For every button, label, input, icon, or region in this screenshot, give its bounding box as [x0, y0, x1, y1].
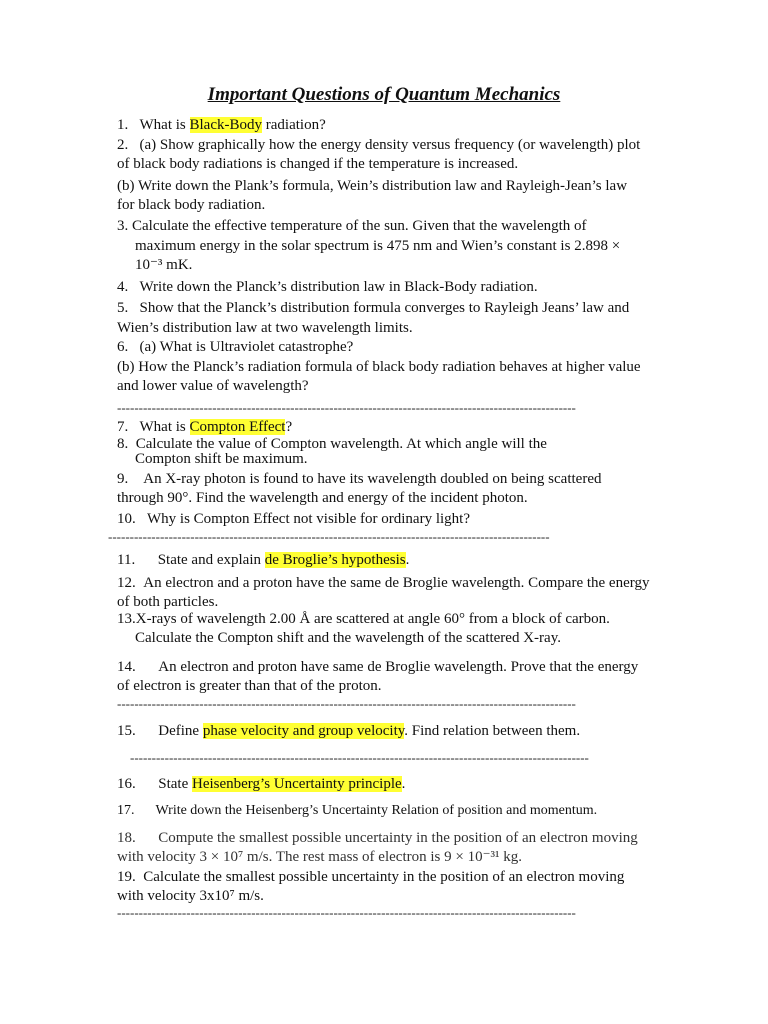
question-17: 17. Write down the Heisenberg’s Uncertainty Relation of position and momentum.	[117, 803, 598, 818]
question-text: . Find relation between them.	[404, 723, 581, 739]
question-11	[117, 551, 409, 569]
highlight-heisenberg: Heisenberg’s Uncertainty principle	[192, 776, 402, 792]
question-3-line-2: maximum energy in the solar spectrum is 475 nm and Wien’s constant is 2.898 ×	[135, 238, 621, 254]
question-8-line-2: Compton shift be maximum.	[135, 451, 308, 467]
question-4: 4. Write down the Planck’s distribution law in Black-Body radiation.	[117, 279, 538, 295]
page-title: Important Questions of Quantum Mechanics	[207, 84, 561, 105]
question-1	[117, 116, 326, 134]
question-19-line-2: with velocity 3x10⁷ m/s.	[117, 888, 264, 904]
question-6a: 6. (a) What is Ultraviolet catastrophe?	[117, 339, 354, 355]
question-text: .	[401, 776, 406, 792]
separator: ----------------------------------------------------------------------------------------------------------	[117, 696, 576, 711]
question-18-line-1: 18. Compute the smallest possible uncertainty in the position of an electron moving	[117, 830, 638, 846]
highlight-de-broglie: de Broglie’s hypothesis	[264, 552, 406, 568]
question-text: .	[405, 552, 410, 568]
question-3-line-1: 3. Calculate the effective temperature of the sun. Given that the wavelength of	[117, 218, 587, 234]
question-text: radiation?	[262, 117, 326, 133]
question-3-line-3: 10⁻³ mK.	[135, 257, 193, 273]
question-19-line-1: 19. Calculate the smallest possible uncertainty in the position of an electron moving	[117, 869, 625, 885]
question-5-line-2: Wien’s distribution law at two wavelength limits.	[117, 320, 413, 336]
question-text: 1. What is	[117, 117, 190, 133]
question-9-line-1: 9. An X-ray photon is found to have its wavelength doubled on being scattered	[117, 471, 602, 487]
question-7	[117, 418, 292, 436]
question-text: 15. Define	[117, 723, 203, 739]
highlight-compton-effect: Compton Effect	[189, 419, 286, 435]
question-5-line-1: 5. Show that the Planck’s distribution formula converges to Rayleigh Jeans’ law and	[117, 300, 630, 316]
question-12-line-1: 12. An electron and a proton have the same de Broglie wavelength. Compare the energy	[117, 575, 650, 591]
question-18-line-2: with velocity 3 × 10⁷ m/s. The rest mass of electron is 9 × 10⁻³¹ kg.	[117, 849, 522, 865]
question-13-line-2: Calculate the Compton shift and the wavelength of the scattered X-ray.	[135, 630, 561, 646]
question-10: 10. Why is Compton Effect not visible for ordinary light?	[117, 511, 470, 527]
separator: ----------------------------------------------------------------------------------------------------------	[117, 400, 576, 415]
separator: ----------------------------------------------------------------------------------------------------------	[117, 905, 576, 920]
question-2b-line-2: for black body radiation.	[117, 197, 266, 213]
question-14-line-2: of electron is greater than that of the proton.	[117, 678, 382, 694]
question-2b-line-1: (b) Write down the Plank’s formula, Wein’s distribution law and Rayleigh-Jean’s law	[117, 178, 628, 194]
question-text: 11. State and explain	[117, 552, 265, 568]
question-13-line-1: 13.X-rays of wavelength 2.00 Å are scattered at angle 60° from a block of carbon.	[117, 611, 610, 627]
question-8-line-1: 8. Calculate the value of Compton wavelength. At which angle will the	[117, 436, 547, 452]
question-6b-line-2: and lower value of wavelength?	[117, 378, 309, 394]
question-14-line-1: 14. An electron and proton have same de Broglie wavelength. Prove that the energy	[117, 659, 639, 675]
question-15	[117, 722, 580, 740]
question-16	[117, 775, 405, 793]
question-6b-line-1: (b) How the Planck’s radiation formula of black body radiation behaves at higher value	[117, 359, 641, 375]
question-9-line-2: through 90°. Find the wavelength and energy of the incident photon.	[117, 490, 528, 506]
question-2a-line-1: 2. (a) Show graphically how the energy density versus frequency (or wavelength) plot	[117, 137, 641, 153]
question-text: ?	[285, 419, 293, 435]
question-text: 7. What is	[117, 419, 190, 435]
separator: ------------------------------------------------------------------------------------------------------	[108, 529, 550, 544]
highlight-black-body: Black-Body	[189, 117, 262, 133]
separator: ----------------------------------------------------------------------------------------------------------	[130, 750, 589, 765]
highlight-phase-group-velocity: phase velocity and group velocity	[202, 723, 405, 739]
question-2a-line-2: of black body radiations is changed if the temperature is increased.	[117, 156, 519, 172]
question-text: 16. State	[117, 776, 192, 792]
question-12-line-2: of both particles.	[117, 594, 219, 610]
